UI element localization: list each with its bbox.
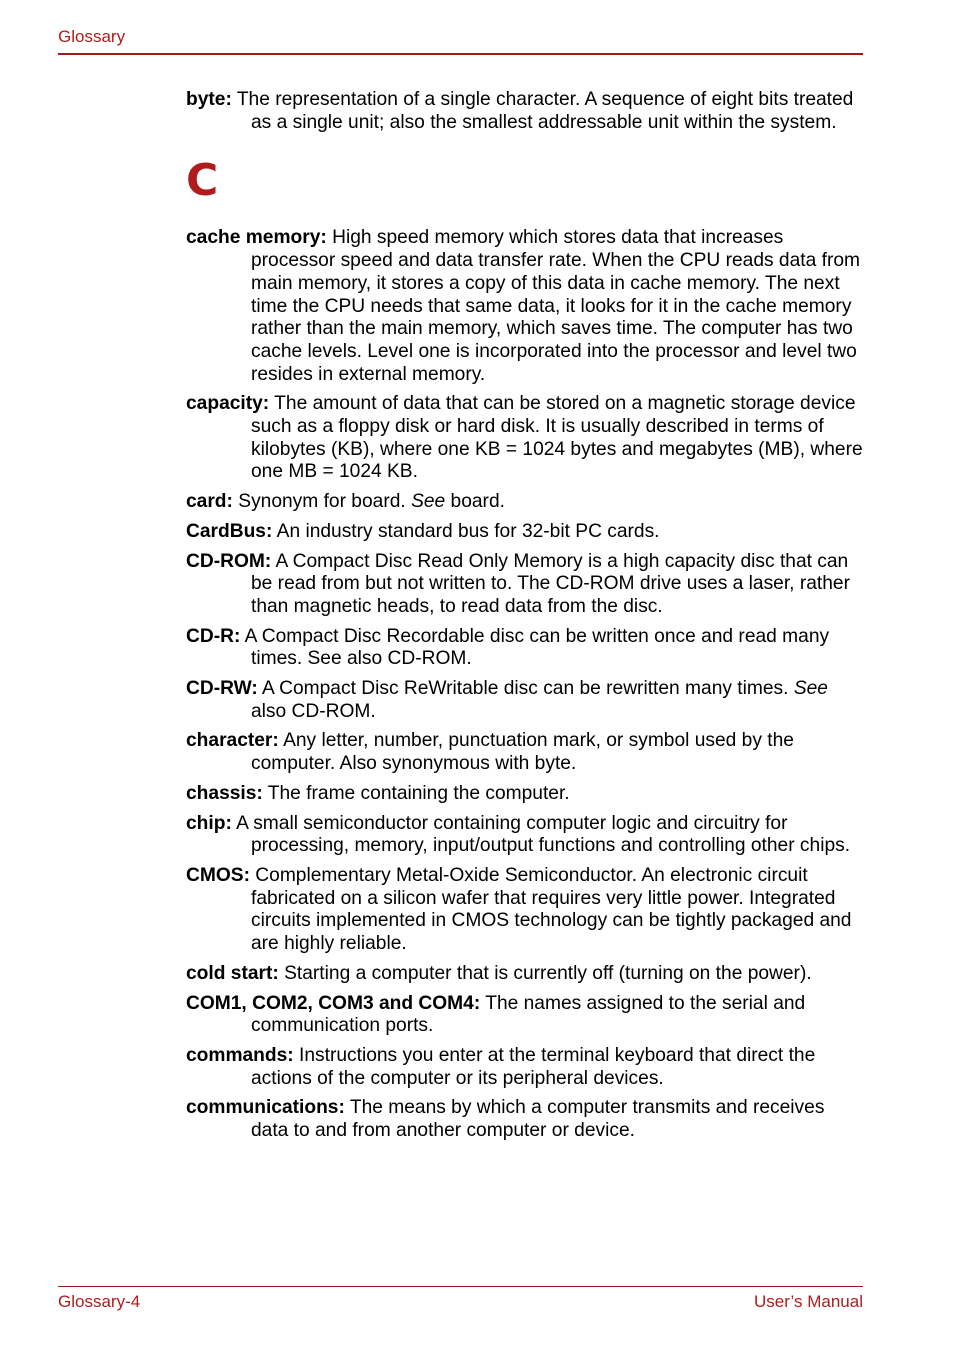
glossary-entry-cd-rw <box>186 678 866 723</box>
glossary-entry-com-ports <box>186 993 866 1038</box>
glossary-term: CD-RW: <box>186 678 258 700</box>
glossary-definition: An industry standard bus for 32-bit PC cards. <box>276 520 660 542</box>
glossary-entry-cache-memory <box>186 227 866 386</box>
glossary-term: CMOS: <box>186 864 250 886</box>
glossary-term: CD-R: <box>186 625 241 647</box>
glossary-term: cache memory: <box>186 227 327 249</box>
glossary-definition: Starting a computer that is currently off (turning on the power). <box>284 962 812 984</box>
glossary-term: CD-ROM: <box>186 550 272 572</box>
glossary-definition: High speed memory which stores data that increases processor speed and data transfer rate. When the CPU reads data from main memory, it stores a copy of this data in cache memory. The next time the CPU needs that same data, it looks for it in the cache memory rather than the main memory, which saves time. The computer has two cache levels. Level one is incorporated into the processor and level two resides in external memory. <box>251 227 860 385</box>
glossary-term: card: <box>186 491 233 513</box>
glossary-definition: A Compact Disc Read Only Memory is a high capacity disc that can be read from but not written to. The CD-ROM drive uses a laser, rather than magnetic heads, to read data from the disc. <box>251 550 850 617</box>
glossary-definition: Synonym for board. <box>238 491 406 513</box>
glossary-entry-card <box>186 491 866 514</box>
glossary-entry-cold-start <box>186 963 866 986</box>
glossary-definition: A Compact Disc Recordable disc can be written once and read many times. See also CD-ROM. <box>244 625 830 670</box>
header-divider <box>58 53 863 55</box>
glossary-term: chip: <box>186 812 232 834</box>
glossary-definition: Instructions you enter at the terminal keyboard that direct the actions of the computer or its peripheral devices. <box>251 1044 816 1089</box>
glossary-entry-chassis <box>186 783 866 806</box>
glossary-definition: A small semiconductor containing computer logic and circuitry for processing, memory, input/output functions and controlling other chips. <box>236 812 851 857</box>
glossary-definition: The names assigned to the serial and communication ports. <box>251 992 806 1037</box>
glossary-definition: The representation of a single character. A sequence of eight bits treated as a single unit; also the smallest addressable unit within the system. <box>236 89 854 133</box>
glossary-entry-capacity <box>186 393 866 484</box>
glossary-definition: A Compact Disc ReWritable disc can be rewritten many times. <box>262 678 789 700</box>
glossary-term: communications: <box>186 1097 345 1119</box>
glossary-entry-byte <box>186 89 866 134</box>
glossary-term: commands: <box>186 1044 294 1066</box>
glossary-entry-cd-rom <box>186 551 866 619</box>
glossary-term: COM1, COM2, COM3 and COM4: <box>186 992 481 1014</box>
glossary-entry-communications <box>186 1097 866 1142</box>
glossary-entry-cd-r <box>186 626 866 671</box>
glossary-entry-commands <box>186 1045 866 1090</box>
glossary-term: CardBus: <box>186 520 273 542</box>
glossary-definition-cont: board. <box>450 491 505 513</box>
glossary-definition: The frame containing the computer. <box>267 782 570 804</box>
glossary-content <box>186 89 866 1150</box>
glossary-term: character: <box>186 730 279 752</box>
footer-divider <box>58 1286 863 1287</box>
glossary-definition: The means by which a computer transmits and receives data to and from another computer or device. <box>251 1097 825 1142</box>
glossary-definition: Complementary Metal-Oxide Semiconductor. An electronic circuit fabricated on a silicon wafer that requires very little power. Integrated circuits implemented in CMOS technology can be tightly packaged and are highly reliable. <box>251 864 852 955</box>
section-letter-c: C <box>186 155 219 207</box>
glossary-definition: The amount of data that can be stored on a magnetic storage device such as a floppy disk or hard disk. It is usually described in terms of kilobytes (KB), where one KB = 1024 bytes and megabytes (MB), where one MB = 1024 KB. <box>251 393 863 483</box>
glossary-term: capacity: <box>186 393 270 415</box>
see-reference: See <box>793 678 828 700</box>
glossary-entry-cmos <box>186 865 866 956</box>
glossary-definition: Any letter, number, punctuation mark, or symbol used by the computer. Also synonymous with byte. <box>251 730 794 775</box>
glossary-term: cold start: <box>186 962 279 984</box>
glossary-term: byte: <box>186 89 232 110</box>
glossary-entry-chip <box>186 813 866 858</box>
glossary-term: chassis: <box>186 782 263 804</box>
glossary-definition-cont: also CD-ROM. <box>251 700 376 722</box>
glossary-entry-character <box>186 730 866 775</box>
page-number: Glossary-4 <box>58 1292 141 1311</box>
running-header: Glossary <box>58 27 126 46</box>
glossary-entry-cardbus <box>186 521 866 544</box>
see-reference: See <box>411 491 446 513</box>
manual-title: User’s Manual <box>754 1292 863 1311</box>
